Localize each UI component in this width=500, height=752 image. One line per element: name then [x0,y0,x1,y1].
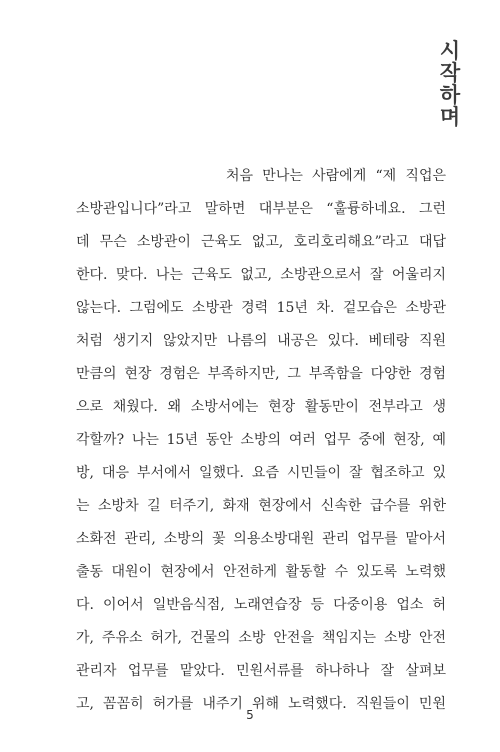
text-line: 각할까? 나는 15년 동안 소방의 여러 업무 중에 현장, 예 [76,432,446,448]
text-line: 는 소방차 길 터주기, 화재 현장에서 신속한 급수를 위한 [76,498,446,514]
text-line: 다. 이어서 일반음식점, 노래연습장 등 다중이용 업소 허 [76,597,446,613]
text-line: 가, 주유소 허가, 건물의 소방 안전을 책임지는 소방 안전 [76,630,446,646]
text-line: 않는다. 그럼에도 소방관 경력 15년 차. 겉모습은 소방관 [76,300,446,316]
text-line: 출동 대원이 현장에서 안전하게 활동할 수 있도록 노력했 [76,564,446,580]
text-line: 한다. 맞다. 나는 근육도 없고, 소방관으로서 잘 어울리지 [76,267,446,283]
text-line: 처럼 생기지 않았지만 나름의 내공은 있다. 베테랑 직원 [76,333,446,349]
text-line: 처음 만나는 사람에게 “제 직업은 [226,168,446,184]
body-text [76,160,446,721]
text-line: 만큼의 현장 경험은 부족하지만, 그 부족함을 다양한 경험 [76,366,446,382]
text-line: 관리자 업무를 맡았다. 민원서류를 하나하나 잘 살펴보 [76,663,446,679]
text-line: 소방관입니다”라고 말하면 대부분은 “훌륭하네요. 그런 [76,201,446,217]
text-line: 소화전 관리, 소방의 꽃 의용소방대원 관리 업무를 맡아서 [76,531,446,547]
section-title: 시 작 하 며 [439,39,461,129]
text-line: 데 무슨 소방관이 근육도 없고, 호리호리해요”라고 대답 [76,234,446,250]
text-line: 방, 대응 부서에서 일했다. 요즘 시민들이 잘 협조하고 있 [76,465,446,481]
page-number: 5 [246,708,254,722]
text-line: 으로 채웠다. 왜 소방서에는 현장 활동만이 전부라고 생 [76,399,446,415]
text-line: 고, 꼼꼼히 허가를 내주기 위해 노력했다. 직원들이 민원 [76,696,446,712]
